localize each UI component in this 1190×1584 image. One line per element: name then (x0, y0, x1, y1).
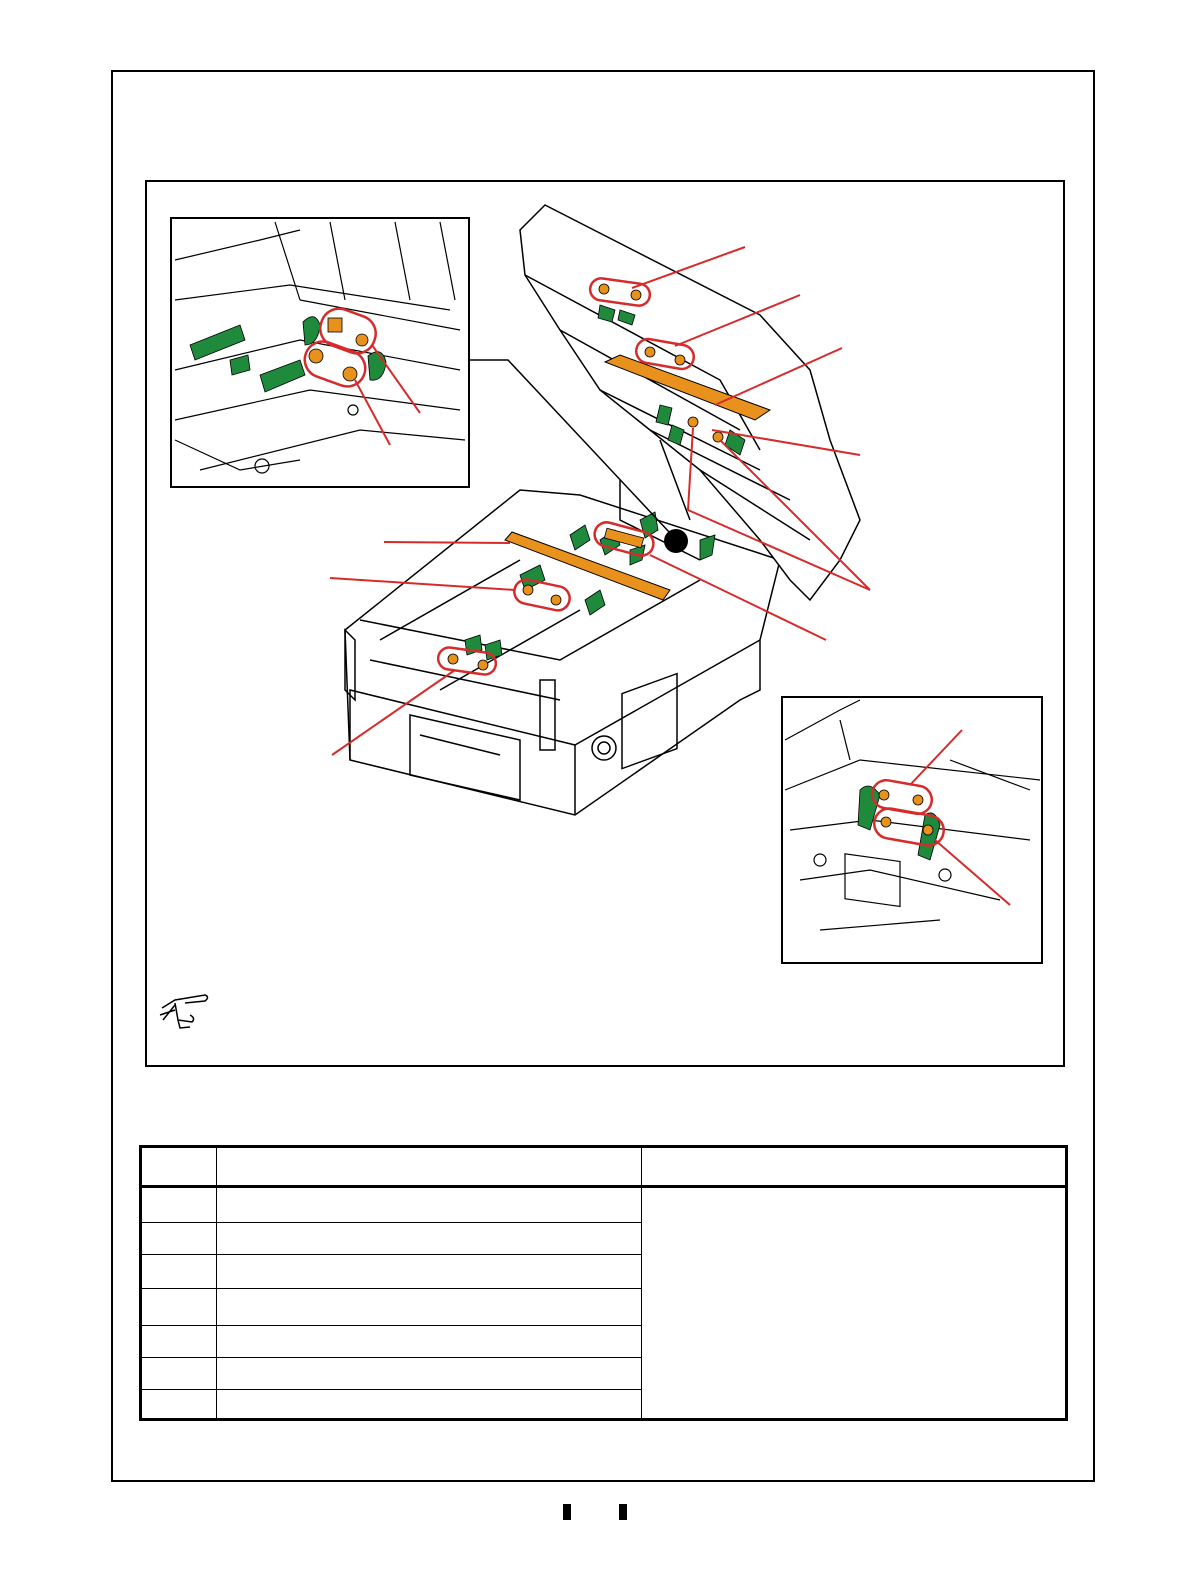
row-number-cell (141, 1223, 217, 1255)
header-cell-note (642, 1147, 1067, 1187)
detail-inset-left (171, 218, 469, 487)
header-cell-part (217, 1147, 642, 1187)
row-part-cell (217, 1325, 642, 1357)
parts-table (139, 1145, 1068, 1421)
row-part-cell (217, 1389, 642, 1419)
row-number-cell (141, 1255, 217, 1289)
page-number (0, 1500, 1190, 1523)
pointing-hand-icon (160, 995, 208, 1028)
row-part-cell (217, 1255, 642, 1289)
row-part-cell (217, 1289, 642, 1325)
row-part-cell (217, 1223, 642, 1255)
callout-marker (664, 529, 688, 553)
row-number-cell (141, 1357, 217, 1389)
table-row (141, 1187, 1067, 1223)
row-number-cell (141, 1389, 217, 1419)
merged-note-cell (642, 1187, 1067, 1420)
page-marker-right (619, 1504, 627, 1520)
detail-inset-right (782, 697, 1042, 963)
row-number-cell (141, 1289, 217, 1325)
header-cell-no (141, 1147, 217, 1187)
page-marker-left (563, 1504, 571, 1520)
row-part-cell (217, 1187, 642, 1223)
row-part-cell (217, 1357, 642, 1389)
table-header-row (141, 1147, 1067, 1187)
row-number-cell (141, 1187, 217, 1223)
row-number-cell (141, 1325, 217, 1357)
